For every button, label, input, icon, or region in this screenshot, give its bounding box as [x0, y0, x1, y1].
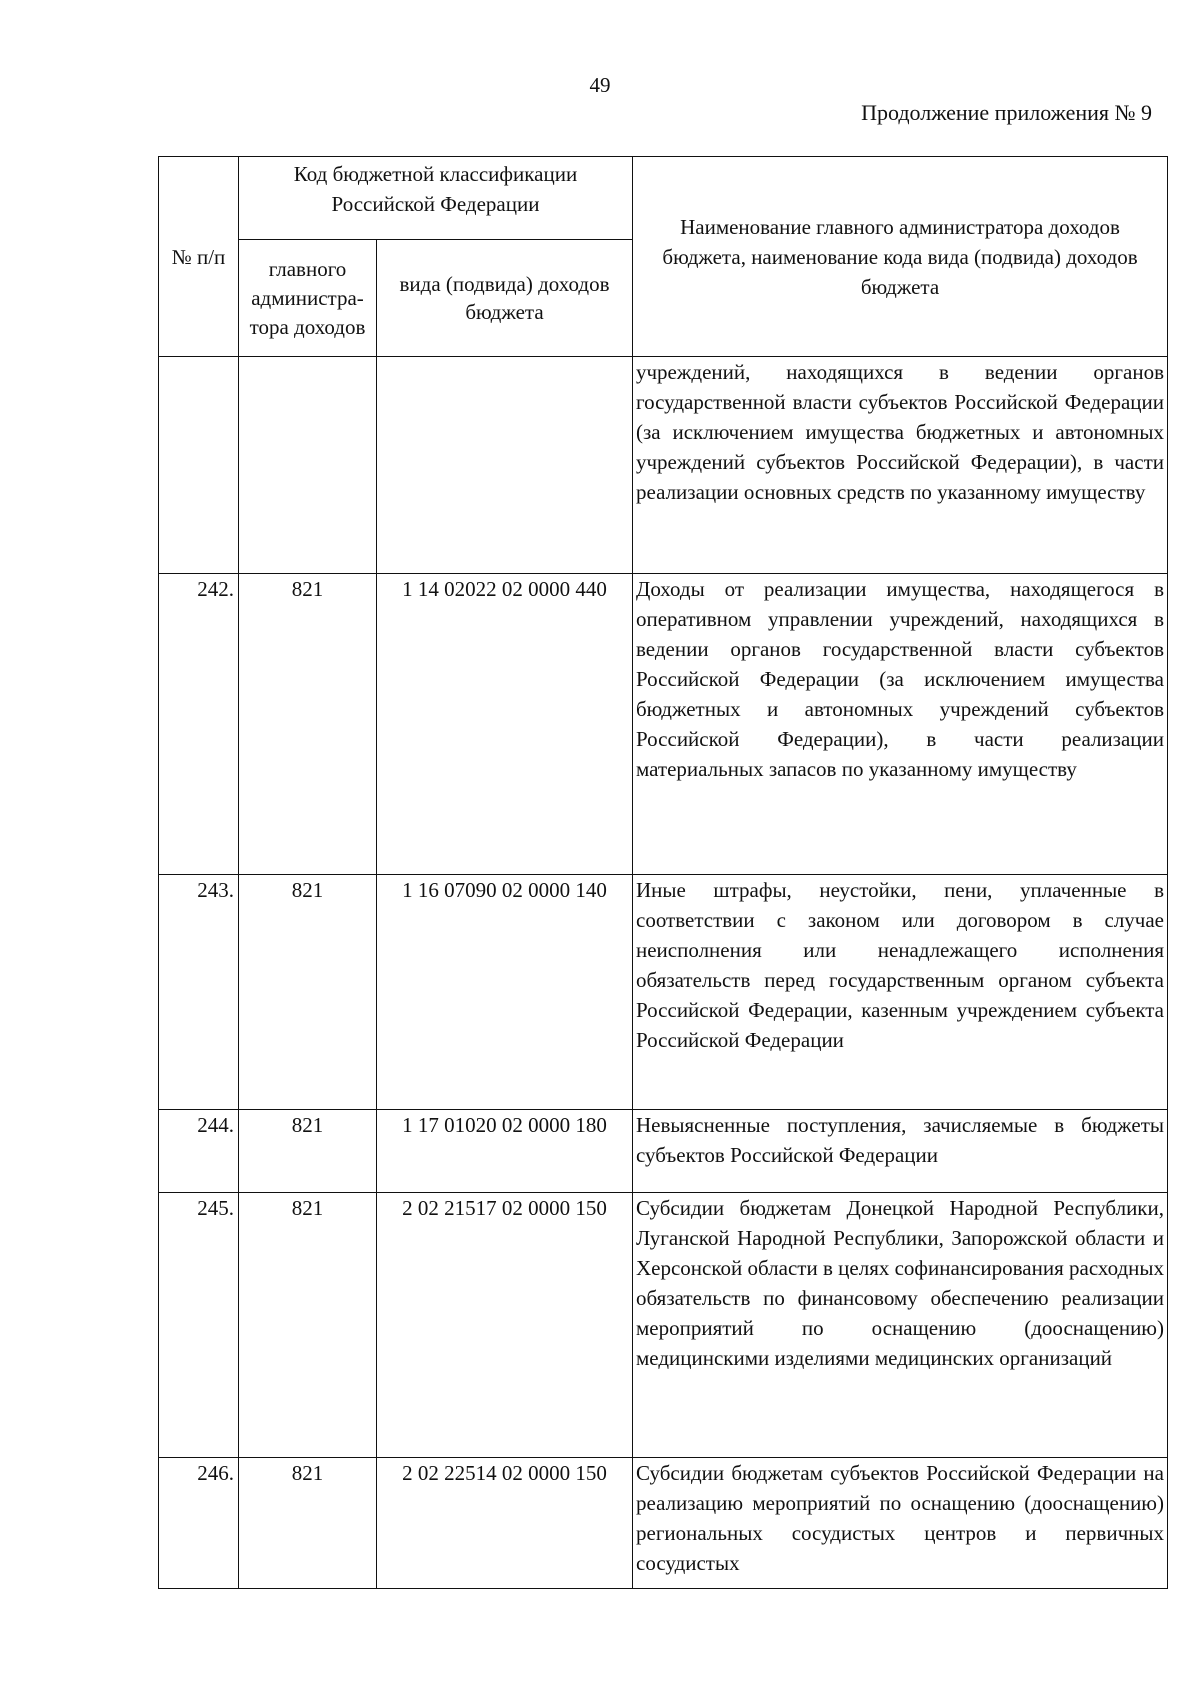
row-budget-code: 1 14 02022 02 0000 440	[377, 574, 633, 875]
table-row	[159, 1193, 1168, 1458]
row-admin-code: 821	[239, 1193, 377, 1458]
row-name: Субсидии бюджетам субъектов Российской Федерации на реализацию мероприятий по оснащению (дооснащению) региональных сосудистых центров и первичных сосудистых	[633, 1458, 1168, 1589]
row-name: учреждений, находящихся в ведении органов государственной власти субъектов Российской Федерации (за исключением имущества бюджетных и автономных учреждений субъектов Российской Федерации), в части реализации основных средств по указанному имуществу	[633, 357, 1168, 574]
table-row	[159, 574, 1168, 875]
row-no: 242.	[159, 574, 239, 875]
row-name: Иные штрафы, неустойки, пени, уплаченные в соответствии с законом или договором в случае неисполнения или ненадлежащего исполнения обязательств перед государственным органом субъекта Российской Федерации, казенным учреждением субъекта Российской Федерации	[633, 875, 1168, 1110]
table-row	[159, 357, 1168, 574]
table-row	[159, 875, 1168, 1110]
row-name: Субсидии бюджетам Донецкой Народной Республики, Луганской Народной Республики, Запорожской области и Херсонской области в целях софинансирования расходных обязательств по финансовому обеспечению реализации мероприятий по оснащению (дооснащению) медицинскими изделиями медицинских организаций	[633, 1193, 1168, 1458]
row-no: 245.	[159, 1193, 239, 1458]
header-admin: главного администра-тора доходов	[239, 240, 377, 357]
header-type: вида (подвида) доходов бюджета	[377, 240, 633, 357]
table-row	[159, 1458, 1168, 1589]
row-admin-code	[239, 357, 377, 574]
appendix-continuation-label: Продолжение приложения № 9	[861, 100, 1152, 125]
table-row	[159, 1110, 1168, 1193]
row-budget-code	[377, 357, 633, 574]
row-no: 243.	[159, 875, 239, 1110]
row-budget-code: 2 02 22514 02 0000 150	[377, 1458, 633, 1589]
row-admin-code: 821	[239, 875, 377, 1110]
header-no: № п/п	[159, 157, 239, 357]
row-admin-code: 821	[239, 1110, 377, 1193]
row-name: Невыясненные поступления, зачисляемые в бюджеты субъектов Российской Федерации	[633, 1110, 1168, 1193]
row-no: 246.	[159, 1458, 239, 1589]
row-admin-code: 821	[239, 1458, 377, 1589]
row-no: 244.	[159, 1110, 239, 1193]
row-name: Доходы от реализации имущества, находящегося в оперативном управлении учреждений, находящихся в ведении органов государственной власти субъектов Российской Федерации (за исключением имущества бюджетных и автономных учреждений субъектов Российской Федерации), в части реализации материальных запасов по указанному имуществу	[633, 574, 1168, 875]
header-code-group: Код бюджетной классификации Российской Федерации	[239, 157, 633, 240]
row-budget-code: 2 02 21517 02 0000 150	[377, 1193, 633, 1458]
row-budget-code: 1 17 01020 02 0000 180	[377, 1110, 633, 1193]
row-admin-code: 821	[239, 574, 377, 875]
row-no	[159, 357, 239, 574]
header-name: Наименование главного администратора доходов бюджета, наименование кода вида (подвида) доходов бюджета	[633, 157, 1168, 357]
header-row-top	[159, 157, 1168, 240]
budget-classification-table	[158, 156, 1168, 1589]
page-number: 49	[589, 73, 611, 97]
row-budget-code: 1 16 07090 02 0000 140	[377, 875, 633, 1110]
